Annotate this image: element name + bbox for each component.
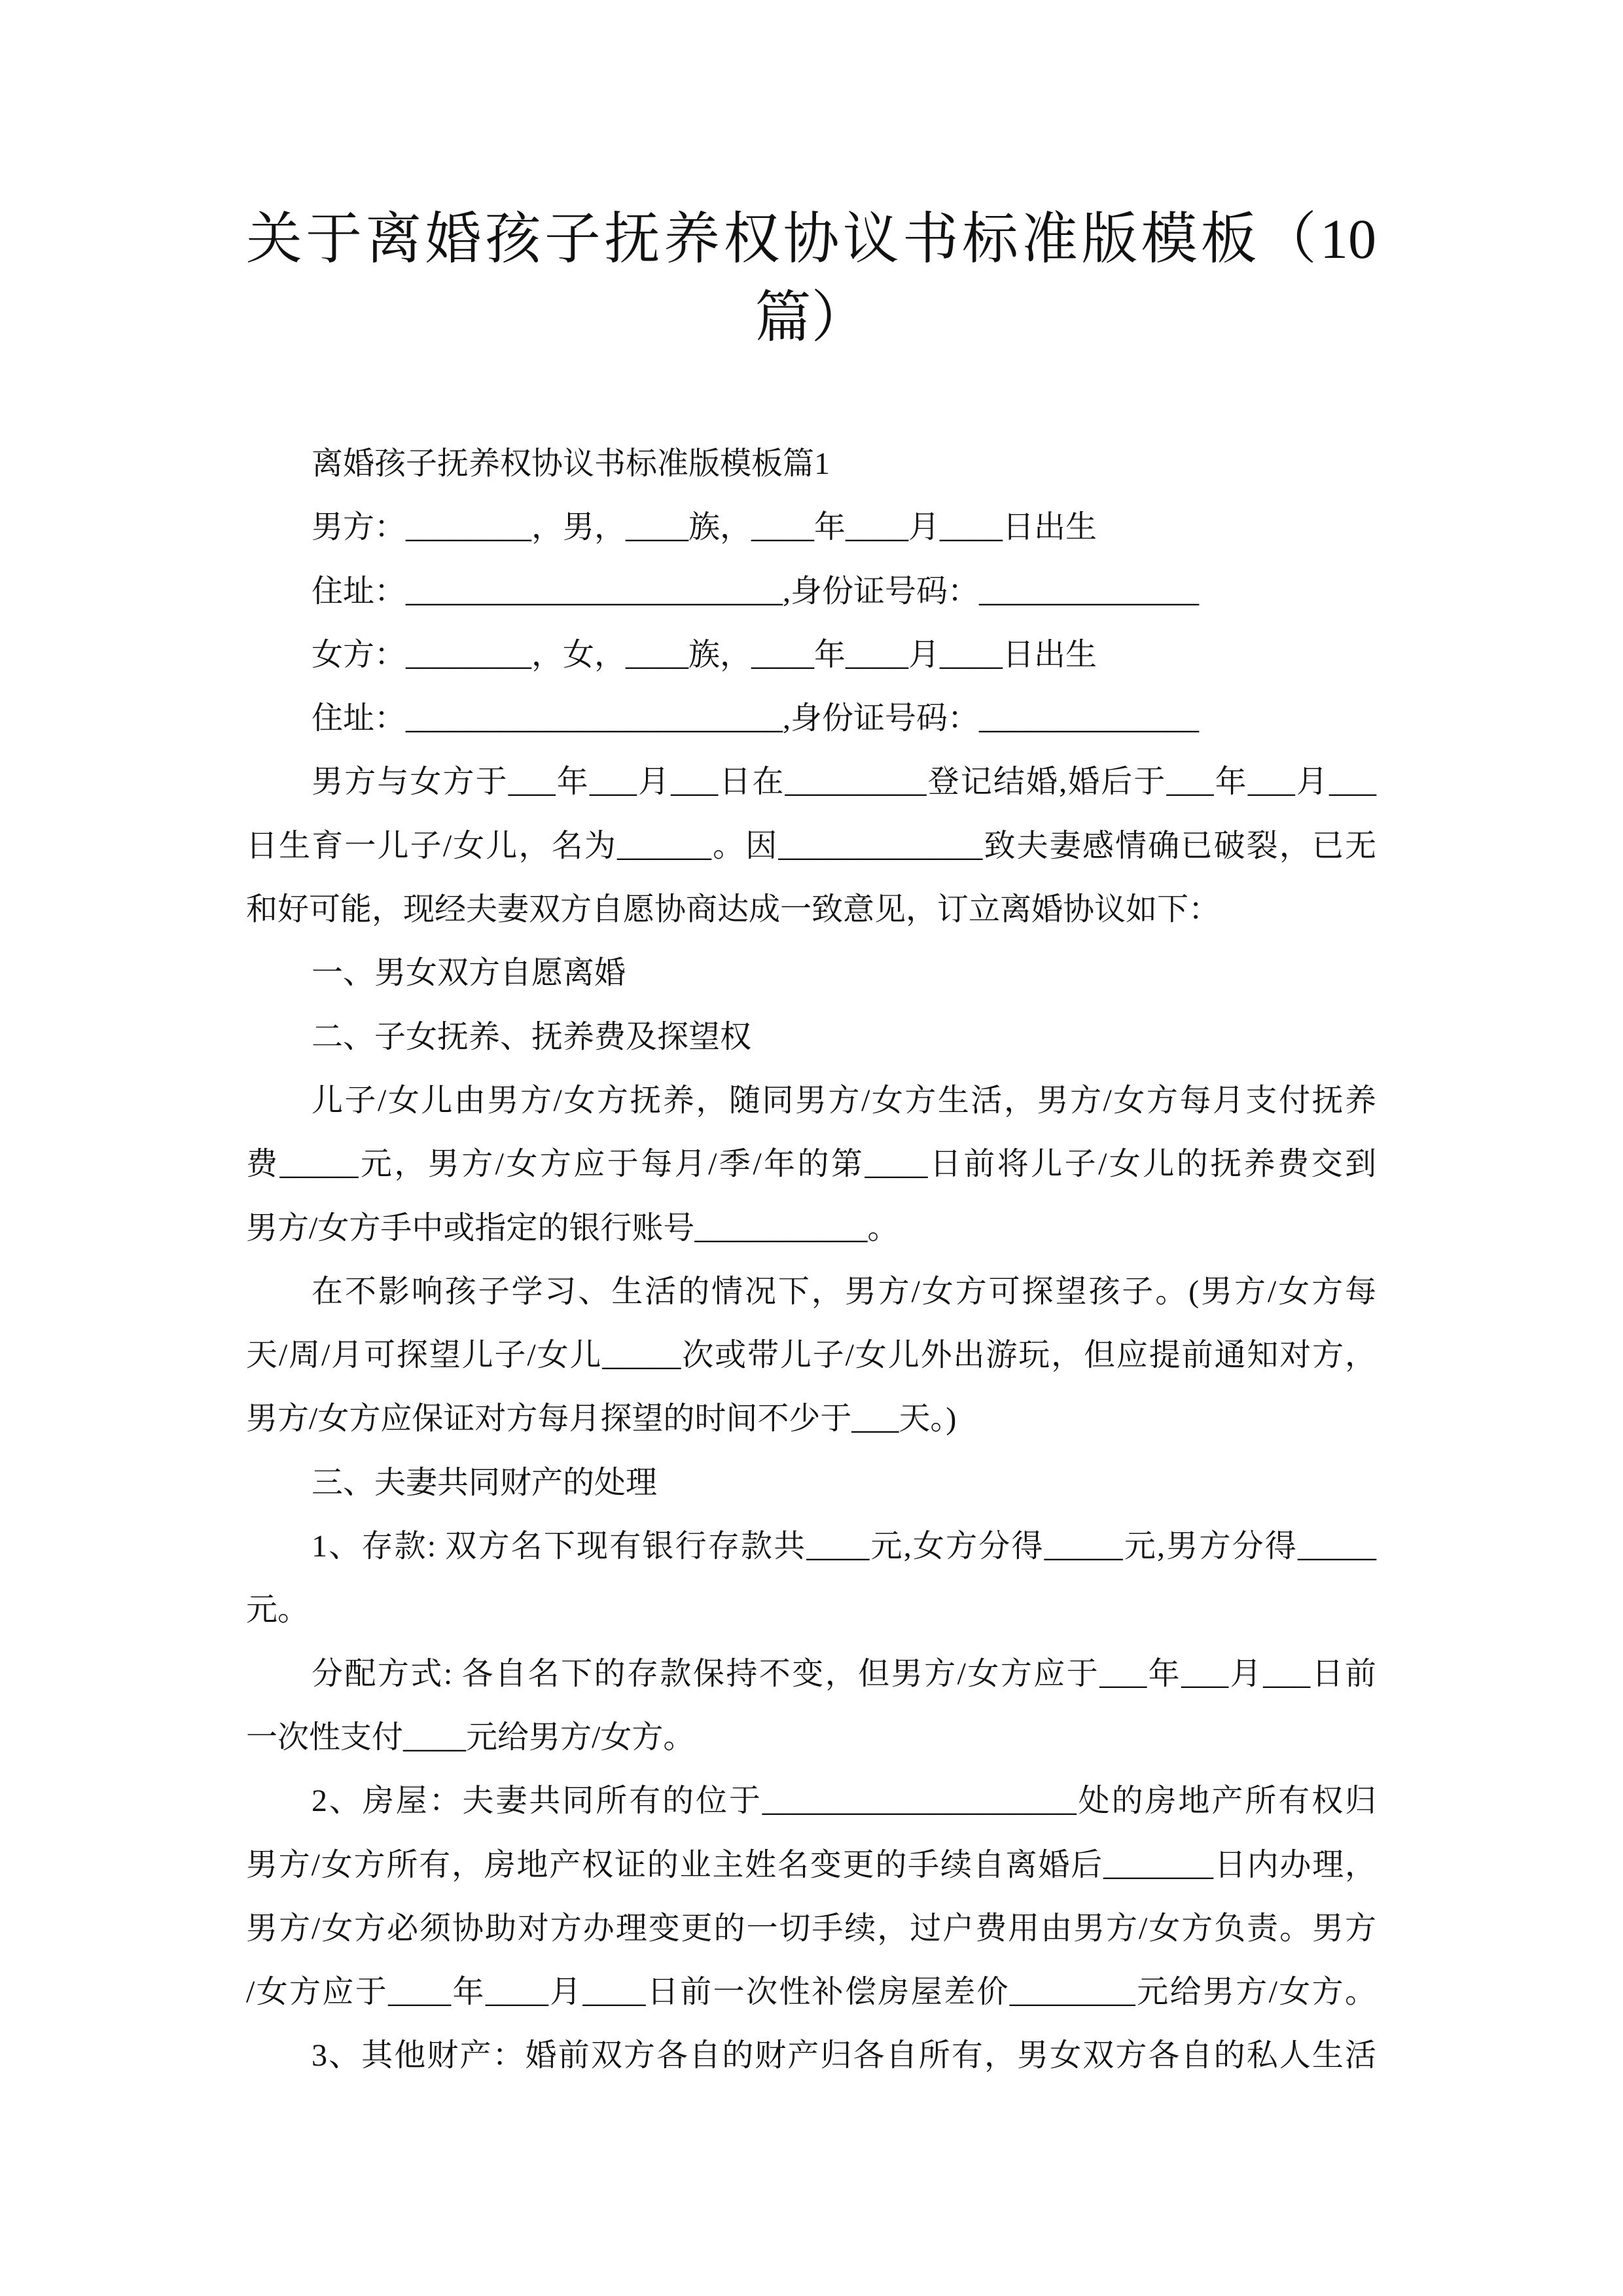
body-text-line: 男方：________，男，____族，____年____月____日出生 bbox=[312, 510, 1097, 545]
body-text-line: 住址：________________________,身份证号码：______________ bbox=[312, 701, 1200, 736]
body-text-line: 3、其他财产：婚前双方各自的财产归各自所有，男女双方各自的私人生活 bbox=[312, 2038, 1376, 2073]
document-title-line-1: 关于离婚孩子抚养权协议书标准版模板（10 bbox=[246, 207, 1376, 270]
body-text-line: 二、子女抚养、抚养费及探望权 bbox=[312, 1019, 752, 1054]
body-text-line: 日生育一儿子/女儿，名为______。因_____________致夫妻感情确已破裂，已无 bbox=[246, 828, 1376, 863]
body-text-line: 儿子/女儿由男方/女方抚养，随同男方/女方生活，男方/女方每月支付抚养 bbox=[312, 1083, 1376, 1118]
body-text-line: 男方/女方应保证对方每月探望的时间不少于___天。) bbox=[246, 1401, 957, 1437]
body-text-line: 2、房屋：夫妻共同所有的位于____________________处的房地产所有权归 bbox=[312, 1784, 1376, 1819]
document-page bbox=[246, 200, 1376, 2088]
body-text-line: /女方应于____年____月____日前一次性补偿房屋差价________元给男方/女方。 bbox=[246, 1975, 1376, 2010]
body-text-line: 男方/女方手中或指定的银行账号___________。 bbox=[246, 1210, 899, 1246]
body-text-line: 和好可能，现经夫妻双方自愿协商达成一致意见，订立离婚协议如下： bbox=[246, 892, 1221, 927]
body-text-line: 女方：________，女，____族，____年____月____日出生 bbox=[312, 637, 1097, 672]
body-text-line: 男方/女方必须协助对方办理变更的一切手续，过户费用由男方/女方负责。男方 bbox=[246, 1910, 1376, 1946]
body-text-line: 一次性支付____元给男方/女方。 bbox=[246, 1719, 695, 1755]
document-title-line-2: 篇） bbox=[755, 286, 868, 349]
body-text-line: 分配方式: 各自名下的存款保持不变，但男方/女方应于___年___月___日前 bbox=[312, 1656, 1376, 1691]
body-text-line: 三、夫妻共同财产的处理 bbox=[312, 1465, 658, 1500]
body-text-line: 住址：________________________,身份证号码：______________ bbox=[312, 573, 1200, 609]
body-text-line: 1、存款: 双方名下现有银行存款共____元,女方分得_____元,男方分得_____ bbox=[312, 1529, 1376, 1564]
body-text-line: 天/周/月可探望儿子/女儿_____次或带儿子/女儿外出游玩，但应提前通知对方， bbox=[246, 1338, 1376, 1373]
body-text-line: 一、男女双方自愿离婚 bbox=[312, 956, 626, 991]
document-body bbox=[246, 432, 1376, 2088]
body-text-line: 离婚孩子抚养权协议书标准版模板篇1 bbox=[312, 446, 830, 481]
body-text-line: 男方与女方于___年___月___日在_________登记结婚,婚后于___年___月___ bbox=[312, 764, 1376, 800]
body-text-line: 元。 bbox=[246, 1592, 310, 1628]
body-text-line: 在不影响孩子学习、生活的情况下，男方/女方可探望孩子。(男方/女方每 bbox=[312, 1274, 1376, 1309]
body-text-line: 男方/女方所有，房地产权证的业主姓名变更的手续自离婚后_______日内办理， bbox=[246, 1847, 1376, 1882]
body-text-line: 费_____元，男方/女方应于每月/季/年的第____日前将儿子/女儿的抚养费交到 bbox=[246, 1147, 1376, 1182]
